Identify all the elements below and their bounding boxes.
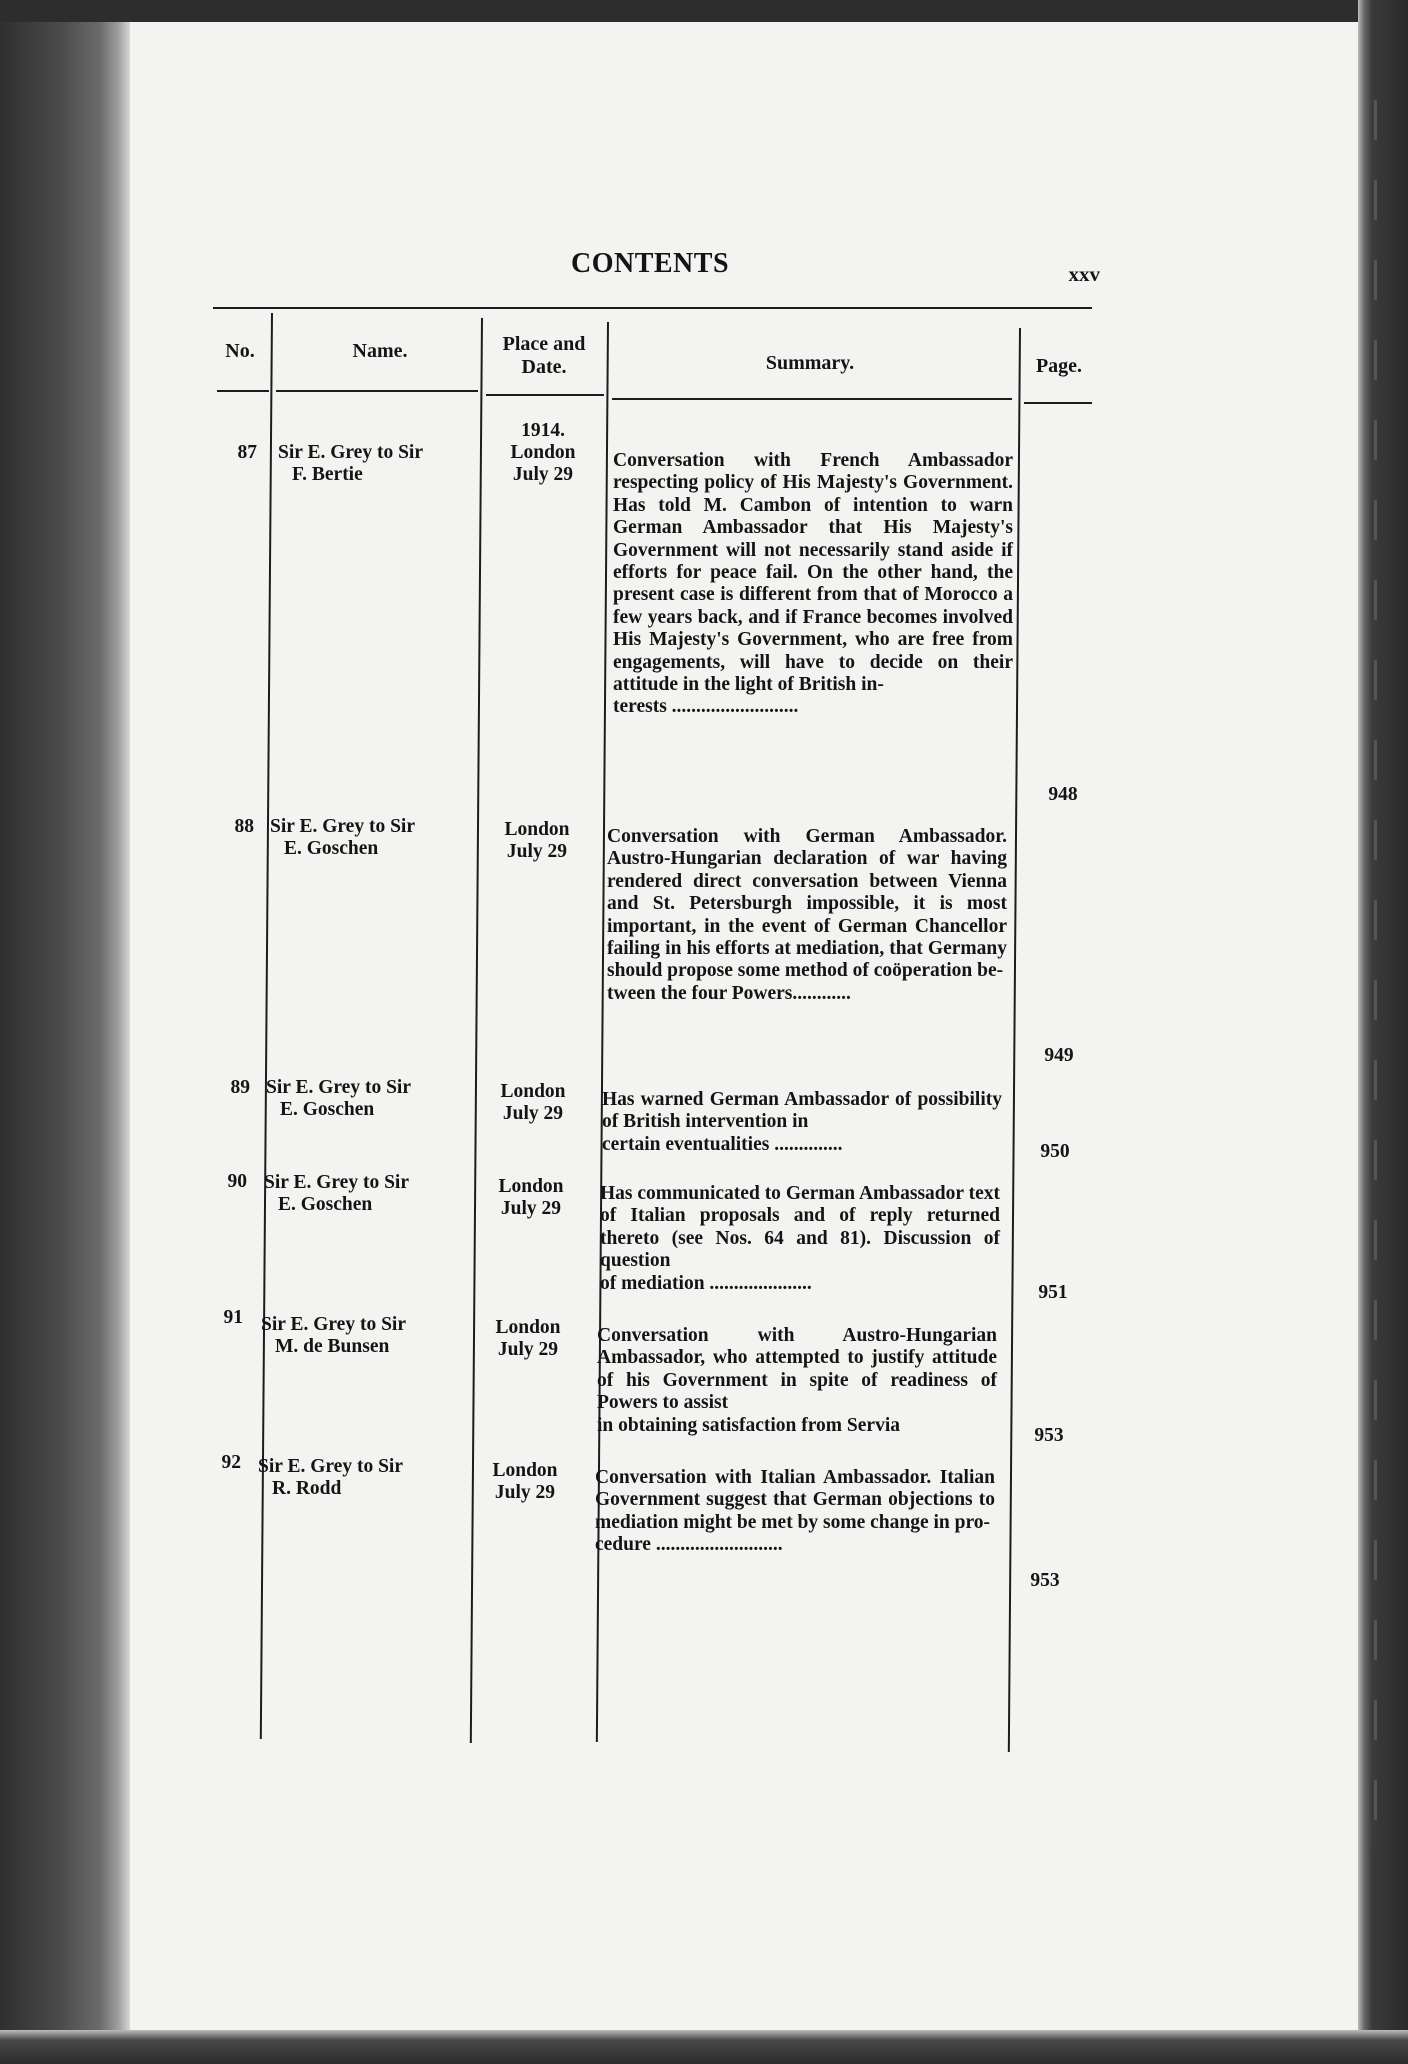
entry-89-name [266,1077,476,1122]
entry-88-summary-end: tween the four Powers............ [607,982,851,1004]
entry-92-place-text: London [492,1460,558,1481]
entry-88-place [482,819,592,864]
year-label: 1914. [521,420,565,441]
header-underline-page [1024,402,1092,404]
entry-89-place [478,1081,588,1126]
entry-87-name-line1: Sir E. Grey to Sir [278,442,423,463]
entry-90-summary-text: Has communicated to German Ambassador text of Italian proposals and of reply returned thereto (see Nos. 64 and 81). Discussion of question [600,1183,1000,1272]
entry-92-summary-text: Conversation with Italian Ambassador. Italian Government suggest that German objections to mediation might be met by some change in pro- [595,1467,995,1533]
entry-92-name-line2: R. Rodd [272,1478,342,1500]
entry-88-summary-text: Conversation with German Ambassador. Austro-Hungarian declaration of war having rendered direct conversation between Vienna and St. Petersburgh impossible, it is most important, in the event of German Chancellor failing in his efforts at mediation, that Germany should propose some method of coöperation be- [607,826,1007,982]
entry-90-place [476,1176,586,1221]
entry-87-place-text: London [510,442,576,463]
entry-87-summary-end: terests .......................... [613,696,799,718]
scan-border-top [0,0,1408,22]
page-title: CONTENTS [570,248,730,279]
entry-88-summary [607,826,1007,1005]
column-header-no: No. [225,340,255,362]
entry-88-page: 949 [1044,1045,1074,1066]
entry-87-page: 948 [1048,784,1078,805]
header-underline-summary [612,398,1012,400]
column-header-place-line1: Place and [502,333,586,355]
column-header-place-line2: Date. [521,356,567,378]
entry-88-name-line1: Sir E. Grey to Sir [270,816,415,837]
entry-92-summary [595,1467,995,1557]
entry-89-no: 89 [230,1077,250,1098]
header-underline-name [276,390,478,392]
entry-91-place [473,1317,583,1362]
entry-87-date: July 29 [512,464,574,486]
entry-92-no: 92 [221,1452,241,1473]
header-underline-no [217,390,269,392]
entry-90-date: July 29 [500,1198,562,1220]
entry-88-place-text: London [504,819,570,840]
entry-87-name-line2: F. Bertie [292,464,363,486]
book-page [130,22,1358,2030]
page-number: xxv [1068,262,1100,286]
entry-92-name [258,1456,468,1501]
entry-92-date: July 29 [494,1482,556,1504]
entry-91-summary-end: in obtaining satisfaction from Servia [597,1414,900,1436]
entry-90-page: 951 [1038,1282,1068,1303]
entry-92-page: 953 [1030,1570,1060,1591]
entry-88-name-line2: E. Goschen [284,838,379,860]
entry-89-name-line2: E. Goschen [280,1099,375,1121]
entry-88-date: July 29 [506,841,568,863]
column-header-summary: Summary. [765,352,855,374]
entry-89-page: 950 [1040,1141,1070,1162]
entry-87-no: 87 [237,442,257,463]
entry-91-place-text: London [495,1317,561,1338]
entry-87-summary-text: Conversation with French Ambassador respecting policy of His Majesty's Government. Has told M. Cambon of intention to warn German Ambassador that His Majesty's Government will not necessarily stand aside if efforts for peace fail. On the other hand, the present case is different from that of Morocco a few years back, and if France becomes involved His Majesty's Government, who are free from engagements, will have to decide on their attitude in the light of British in- [613,450,1013,696]
entry-89-summary-text: Has warned German Ambassador of possibility of British intervention in [602,1089,1002,1133]
entry-88-no: 88 [234,816,254,837]
entry-91-name [261,1314,471,1359]
entry-88-name [270,816,480,861]
book-edge-right [1358,0,1408,2064]
entry-90-name [264,1172,474,1217]
entry-90-name-line1: Sir E. Grey to Sir [264,1172,409,1193]
entry-89-date: July 29 [502,1103,564,1125]
table-top-rule [213,307,1092,309]
entry-89-place-text: London [500,1081,566,1102]
entry-91-no: 91 [223,1307,243,1328]
header-underline-place [486,394,604,396]
scan-border-bottom [0,2030,1408,2064]
column-header-name: Name. [352,340,408,362]
column-header-place [484,333,604,379]
entry-90-no: 90 [227,1171,247,1192]
entry-91-page: 953 [1034,1425,1064,1446]
entry-87-name [278,442,488,487]
entry-90-summary [600,1183,1000,1295]
entry-90-summary-end: of mediation ..................... [600,1272,812,1294]
entry-91-name-line2: M. de Bunsen [275,1336,390,1358]
entry-89-name-line1: Sir E. Grey to Sir [266,1077,411,1098]
entry-92-summary-end: cedure .......................... [595,1534,783,1556]
entry-90-place-text: London [498,1176,564,1197]
entry-91-date: July 29 [497,1339,559,1361]
entry-92-name-line1: Sir E. Grey to Sir [258,1456,403,1477]
entry-87-summary [613,450,1013,719]
column-header-page: Page. [1035,355,1083,377]
entry-91-summary [597,1325,997,1437]
entry-89-summary [602,1089,1002,1156]
entry-89-summary-end: certain eventualities .............. [602,1133,843,1155]
entry-91-summary-text: Conversation with Austro-Hungarian Ambassador, who attempted to justify attitude of his Government in spite of readiness of Powers to assist [597,1325,997,1414]
entry-90-name-line2: E. Goschen [278,1194,373,1216]
entry-92-place [470,1460,580,1505]
entry-91-name-line1: Sir E. Grey to Sir [261,1314,406,1335]
entry-87-place [488,442,598,487]
book-gutter-left [0,0,130,2064]
